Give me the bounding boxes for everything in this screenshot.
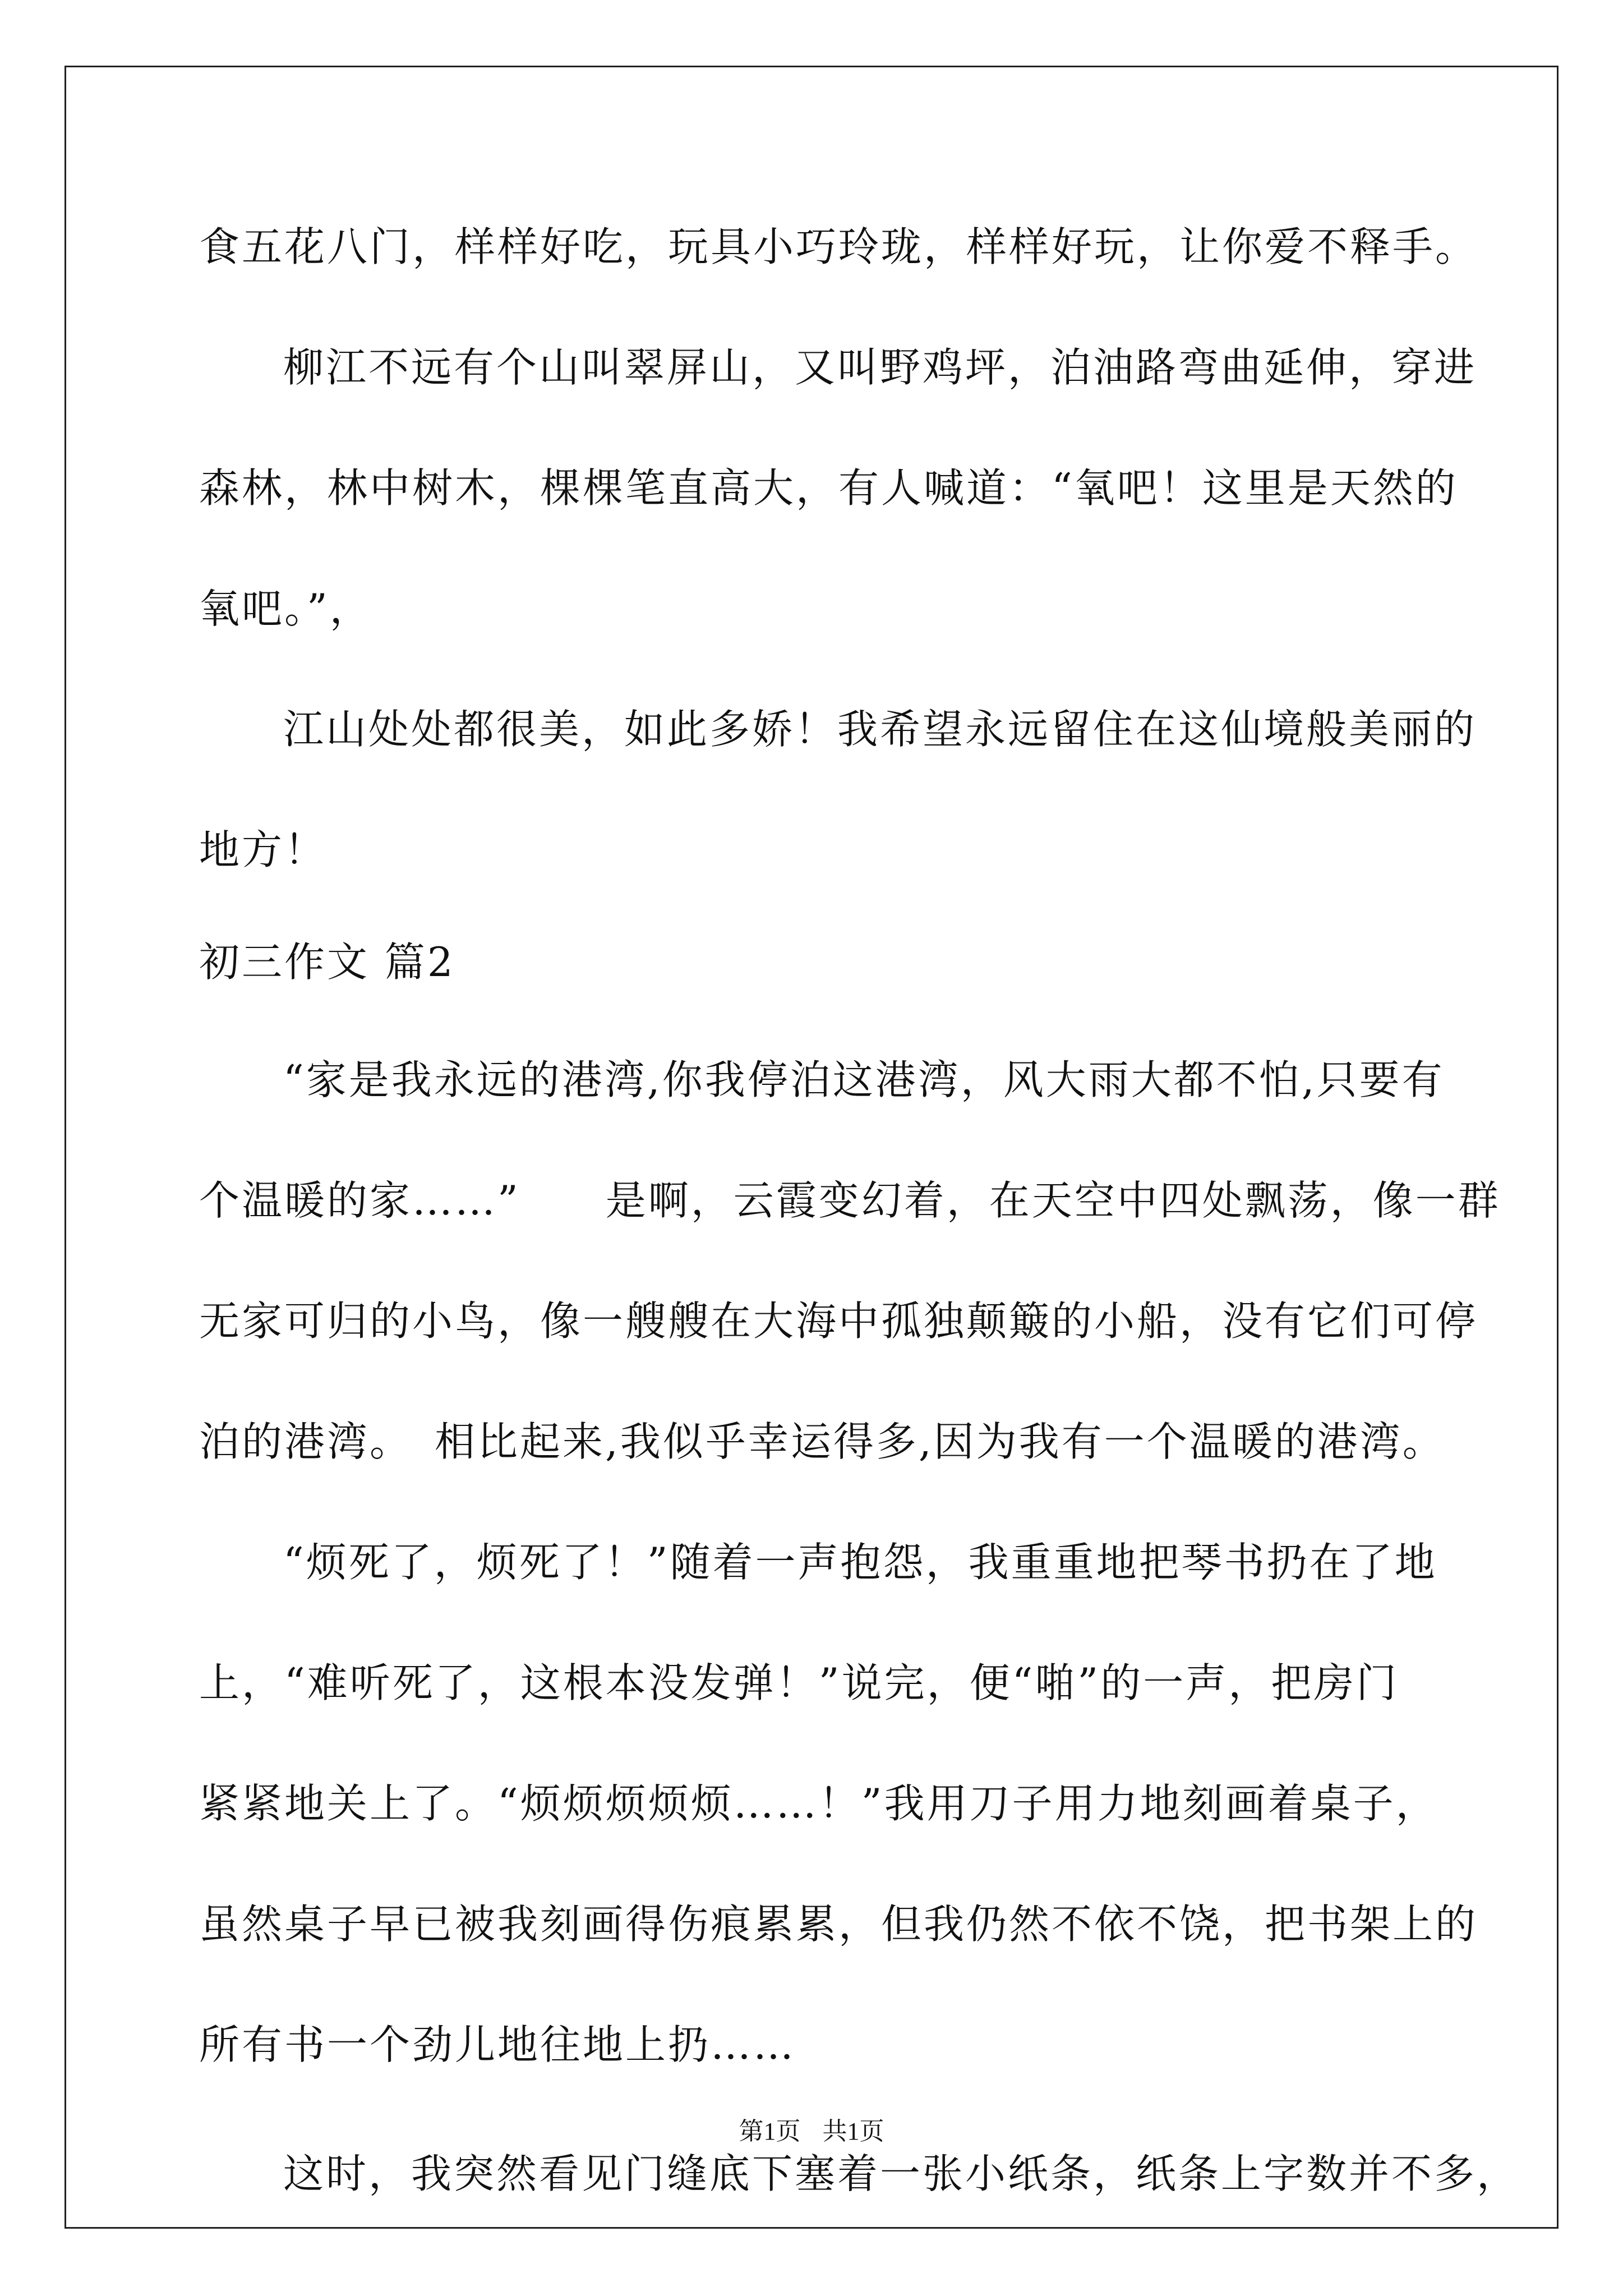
text-line: 个温暖的家……” 是啊，云霞变幻着，在天空中四处飘荡，像一群 [199,1177,1501,1224]
text-line: 虽然桌子早已被我刻画得伤痕累累，但我仍然不依不饶，把书架上的 [199,1901,1478,1948]
text-line: 江山处处都很美，如此多娇！我希望永远留住在这仙境般美丽的 [283,706,1477,753]
text-line: 这时，我突然看见门缝底下塞着一张小纸条，纸条上字数并不多， [283,2150,1520,2197]
section-heading: 初三作文 篇2 [199,938,455,986]
text-line: 柳江不远有个山叫翠屏山，又叫野鸡坪，泊油路弯曲延伸，穿进 [283,344,1477,391]
text-line: 食五花八门，样样好吃，玩具小巧玲珑，样样好玩，让你爱不释手。 [199,223,1478,270]
text-line: 紧紧地关上了。“烦烦烦烦烦……！”我用刀子用力地刻画着桌子， [199,1780,1438,1827]
text-line: 氧吧。”， [199,585,372,632]
text-line: 泊的港湾。 相比起来,我似乎幸运得多,因为我有一个温暖的港湾。 [199,1418,1445,1465]
text-line: “烦死了，烦死了！”随着一声抱怨，我重重地把琴书扔在了地 [283,1539,1437,1586]
text-line: 地方！ [199,826,328,873]
text-line: 森林，林中树木，棵棵笔直高大，有人喊道：“氧吧！这里是天然的 [199,464,1458,512]
page-footer [0,2115,1623,2148]
text-line: 上，“难听死了，这根本没发弹！”说完，便“啪”的一声，把房门 [199,1659,1399,1706]
text-line: 无家可归的小鸟，像一艘艘在大海中孤独颠簸的小船，没有它们可停 [199,1297,1478,1345]
text-line: 所有书一个劲儿地往地上扔…… [199,2021,796,2068]
page-total: 共1页 [822,2118,884,2145]
text-line: “家是我永远的港湾,你我停泊这港湾，风大雨大都不怕,只要有 [283,1056,1445,1103]
page-number: 第1页 [739,2118,801,2145]
